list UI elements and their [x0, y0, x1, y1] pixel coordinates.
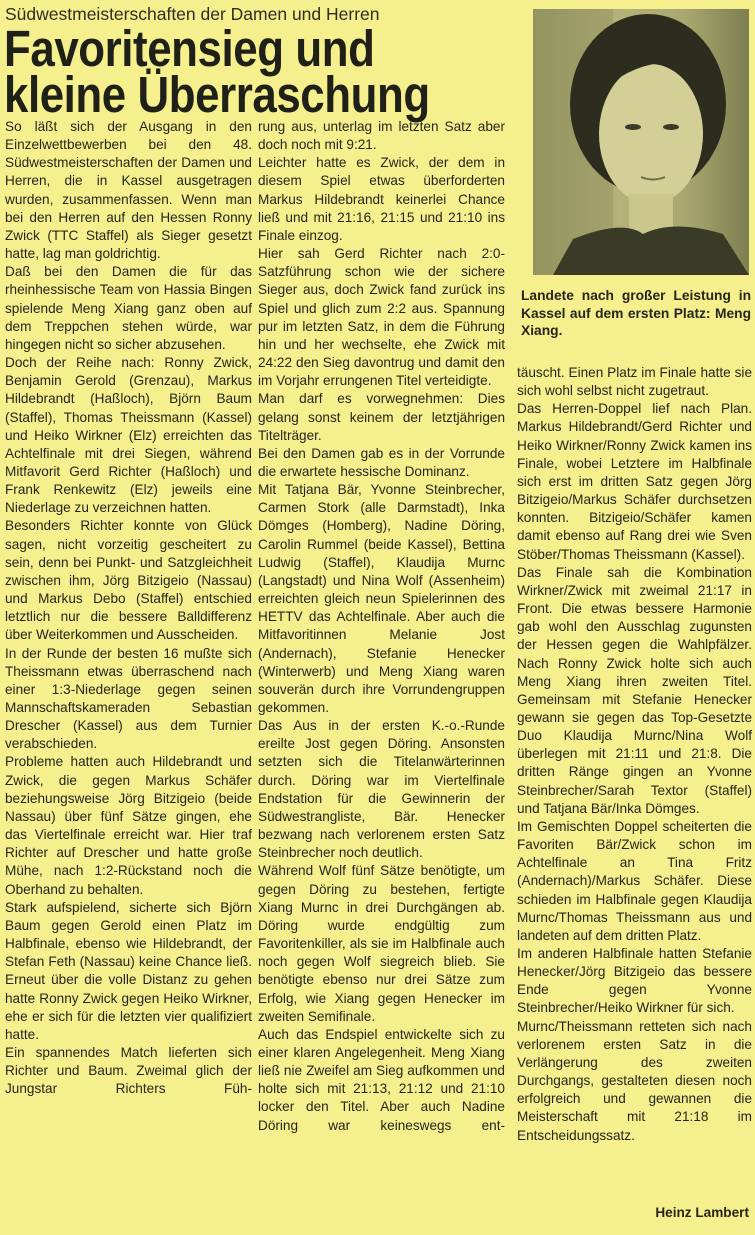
paragraph: Hier sah Gerd Richter nach 2:0-Satzführung schon wie der sichere Sieger aus, doch Zwick fand zurück ins Spiel und glich zum 2:2 aus. Spannung pur im letzten Satz, in dem die Führung hin und her wechselte, ehe Zwick mit 24:22 den Sieg davontrug und damit den im Vorjahr errungenen Titel verteidigte.	[258, 246, 505, 389]
paragraph: Besonders Richter konnte von Glück sagen, nicht vorzeitig gescheitert zu sein, denn bei Punkt- und Satzgleichheit zwischen ihm, Jörg Bitzigeio (Nassau) und Markus Debo (Staffel) entschied letztlich nur die bessere Balldifferenz über Weiterkommen und Ausscheiden.	[5, 518, 252, 643]
text-column-3	[517, 364, 752, 1145]
paragraph: Probleme hatten auch Hildebrandt und Zwick, die gegen Markus Schäfer beziehungsweise Jörg Bitzigeio (beide Nassau) über fünf Sätze gingen, ehe das Viertelfinale erreicht war. Hier traf Richter auf Drescher und hatte große Mühe, nach 1:2-Rückstand noch die Oberhand zu behalten.	[5, 754, 252, 897]
photo-caption: Landete nach großer Leistung in Kassel auf dem ersten Platz: Meng Xiang.	[521, 288, 751, 338]
paragraph: Ein spannendes Match lieferten sich Richter und Baum. Zweimal glich der Jungstar Richters Füh-	[5, 1044, 252, 1097]
portrait-photo	[533, 9, 749, 275]
headline-line-1: Favoritensieg und	[4, 20, 375, 77]
paragraph: Im Gemischten Doppel scheiterten die Favoriten Bär/Zwick schon im Achtelfinale an Tina Fritz (Andernach)/Markus Schäfer. Diese schieden im Halbfinale gegen Klaudija Murnc/Thomas Theissmann aus und landeten auf dem dritten Platz.	[517, 818, 752, 943]
paragraph: täuscht. Einen Platz im Finale hatte sie sich wohl selbst nicht zugetraut.	[517, 365, 752, 399]
paragraph: Das Herren-Doppel lief nach Plan. Markus Hildebrandt/Gerd Richter und Heiko Wirkner/Ronny Zwick kamen ins Finale, wobei Letztere im Halbfinale sich erst im dritten Satz gegen Jörg Bitzigeio/Markus Schäfer durchsetzen konnten. Bitzigeio/Schäfer kamen damit ebenso auf Rang drei wie Sven Stöber/Thomas Theissmann (Kassel).	[517, 401, 752, 562]
paragraph: Murnc/Theissmann retteten sich nach verlorenem ersten Satz in die Verlängerung des zweiten Durchgangs, gestalteten diesen noch erfolgreich und gewannen die Meisterschaft mit 21:18 im Entscheidungssatz.	[517, 1018, 752, 1143]
paragraph: Daß bei den Damen die für das rheinhessische Team von Hassia Bingen spielende Meng Xiang ganz oben auf dem Treppchen stehen würde, war hingegen nicht so sicher abzusehen.	[5, 264, 252, 352]
paragraph: Leichter hatte es Zwick, der dem in diesem Spiel etwas überforderten Markus Hildebrandt keinerlei Chance ließ und mit 21:16, 21:15 und 21:10 ins Finale einzog.	[258, 155, 505, 243]
author-byline: Heinz Lambert	[655, 1205, 749, 1220]
paragraph: rung aus, unterlag im letzten Satz aber doch noch mit 9:21.	[258, 119, 505, 153]
portrait-illustration	[533, 9, 749, 275]
article-headline	[4, 20, 430, 123]
paragraph: Man darf es vorwegnehmen: Dies gelang sonst keinem der letztjährigen Titelträger.	[258, 391, 505, 443]
paragraph: Auch das Endspiel entwickelte sich zu einer klaren Angelegenheit. Meng Xiang ließ nie Zweifel am Sieg aufkommen und holte sich mit 21:13, 21:12 und 21:10 locker den Titel. Aber auch Nadine Döring war keineswegs ent-	[258, 1026, 505, 1133]
paragraph: Doch der Reihe nach: Ronny Zwick, Benjamin Gerold (Grenzau), Markus Hildebrandt (Haßloch), Björn Baum (Staffel), Thomas Theissmann (Kassel) und Heiko Wirkner (Elz) erreichten das Achtelfinale mit drei Siegen, während Mitfavorit Gerd Richter (Haßloch) und Frank Renkewitz (Elz) jeweils eine Niederlage zu verzeichnen hatten.	[5, 355, 252, 516]
text-column-1	[5, 118, 252, 1098]
article-kicker: Südwestmeisterschaften der Damen und Herren	[5, 4, 380, 24]
paragraph: Mit Tatjana Bär, Yvonne Steinbrecher, Carmen Stork (alle Darmstadt), Inka Dömges (Homberg), Nadine Döring, Carolin Rummel (beide Kassel), Bettina Ludwig (Staffel), Klaudija Murnc (Langstadt) und Nina Wolf (Assenheim) erreichten gleich neun Spielerinnen des HETTV das Achtelfinale. Aber auch die Mitfavoritinnen Melanie Jost (Andernach), Stefanie Henecker (Winterwerb) und Meng Xiang waren souverän durch ihre Vorrundengruppen gekommen.	[258, 482, 505, 715]
paragraph: Während Wolf fünf Sätze benötigte, um gegen Döring zu bestehen, fertigte Xiang Murnc in drei Durchgängen ab. Döring wurde endgültig zum Favoritenkiller, als sie im Halbfinale auch noch gegen Wolf siegreich blieb. Sie benötigte ebenso nur drei Sätze zum Erfolg, wie Xiang gegen Henecker im zweiten Semifinale.	[258, 863, 505, 1024]
paragraph: Im anderen Halbfinale hatten Stefanie Henecker/Jörg Bitzigeio das bessere Ende gegen Yvonne Steinbrecher/Heiko Wirkner für sich.	[517, 946, 752, 1016]
text-column-2	[258, 118, 505, 1135]
paragraph: In der Runde der besten 16 mußte sich Theissmann etwas überraschend nach einer 1:3-Niederlage gegen seinen Mannschaftskameraden Sebastian Drescher (Kassel) aus dem Turnier verabschieden.	[5, 645, 252, 752]
paragraph: Das Aus in der ersten K.-o.-Runde ereilte Jost gegen Döring. Ansonsten setzten sich die Titelanwärterinnen durch. Döring war im Viertelfinale Endstation für die Gewinnerin der Südwestrangliste, Bär. Henecker bezwang nach verlorenem ersten Satz Steinbrecher noch deutlich.	[258, 718, 505, 861]
paragraph: Das Finale sah die Kombination Wirkner/Zwick mit zweimal 21:17 in Front. Die etwas bessere Harmonie gab wohl den Ausschlag zugunsten der Hessen gegen die Wahlpfälzer. Nach Ronny Zwick holte sich auch Meng Xiang ihren zweiten Titel. Gemeinsam mit Stefanie Henecker gewann sie gegen das Top-Gesetzte Duo Klaudija Murnc/Nina Wolf überlegen mit 21:11 und 21:8. Die dritten Ränge gingen an Yvonne Steinbrecher/Sarah Textor (Staffel) und Tatjana Bär/Inka Dömges.	[517, 564, 752, 816]
paragraph: Stark aufspielend, sicherte sich Björn Baum gegen Gerold einen Platz im Halbfinale, ebenso wie Hildebrandt, der Stefan Feth (Nassau) keine Chance ließ. Erneut über die volle Distanz zu gehen hatte Ronny Zwick gegen Heiko Wirkner, ehe er sich für die letzten vier qualifiziert hatte.	[5, 899, 252, 1042]
paragraph: Bei den Damen gab es in der Vorrunde die erwartete hessische Dominanz.	[258, 445, 505, 479]
paragraph: So läßt sich der Ausgang in den Einzelwettbewerben bei den 48. Südwestmeisterschaften der Damen und Herren, die in Kassel ausgetragen wurden, zusammenfassen. Wenn man bei den Herren auf den Hessen Ronny Zwick (TTC Staffel) als Sieger gesetzt hatte, lag man goldrichtig.	[5, 119, 252, 262]
headline-line-2: kleine Überraschung	[4, 66, 430, 123]
